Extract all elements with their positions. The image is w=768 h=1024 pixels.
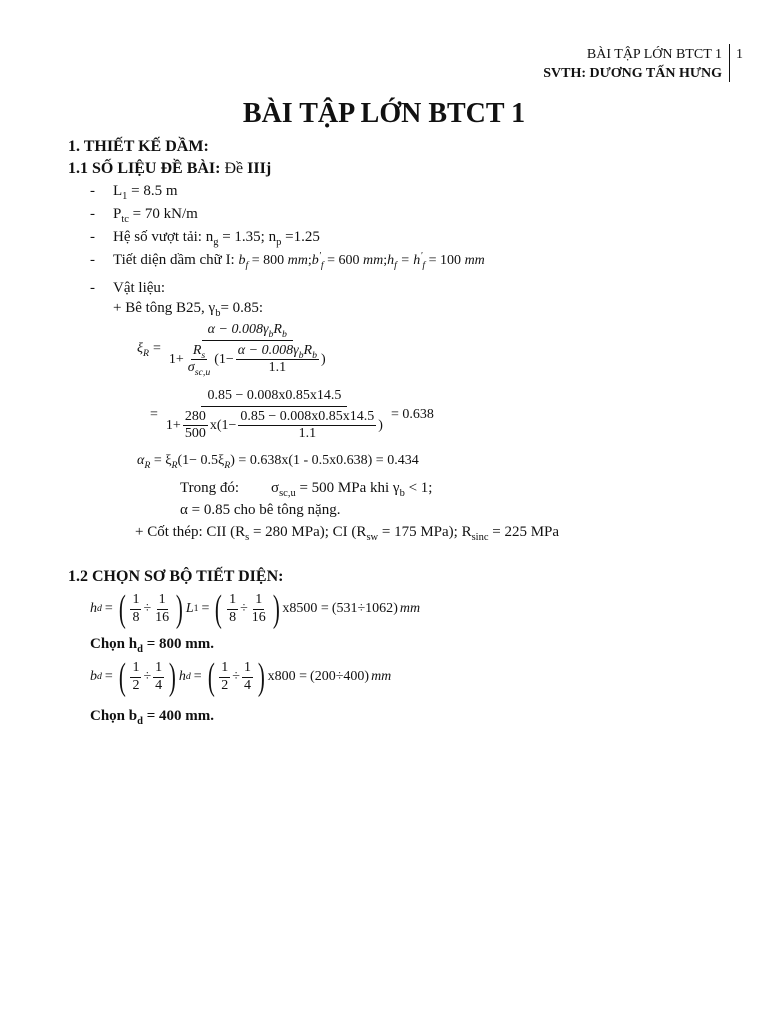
hd-formula: h d = ( $\frac{1}{8}$ ÷ $\frac{1}{16}$ ) L 1 = ( $\frac{1}{8}$ ÷ $\frac{1}{16}$ ) x8500 = ( 531÷1062 ) mm [90, 588, 421, 630]
bullet-dash: - [90, 206, 95, 222]
l1-sub: 1 [122, 191, 128, 202]
bullet-dash: - [90, 183, 95, 199]
xi-r-fraction: $\alpha - 0.008\gamma_bR_b$ 1+ $\frac{R_s}{\sigma_{sc,u}}$ (1− $\frac{\alpha - 0.008\gamma_bR_b}{1.1}$ ) [168, 322, 326, 378]
tiet-dien-formula: $b_f = 800$ $mm;b'_f = 600$ $mm;h_f = h'_f = 100$ mm [238, 250, 485, 271]
tiet-dien-text: Tiết diện dầm chữ I: [113, 252, 235, 268]
xi-r-formula: $\xi_R$ = $\alpha - 0.008\gamma_bR_b$ 1+ $\frac{R_s}{\sigma_{sc,u}}$ (1− $\frac{\alpha - 0.008\gamma_bR_b}{1.1}$ ) [137, 322, 326, 378]
xi-r-numeric: = 0.85 − 0.008x0.85x14.5 1+ $\frac{280}{500}$ x(1− $\frac{0.85 - 0.008x0.85x14.5}{1.1}$ ) = 0.638 [150, 388, 434, 442]
sigma-note: $\sigma_{sc,u} = 500$ MPa khi $\gamma_b < 1$; [271, 480, 433, 499]
header-author: SVTH: DƯƠNG TẤN HƯNG [543, 66, 722, 81]
he-so-text: Hệ số vượt tải: n [113, 229, 214, 245]
section-1-heading: 1. THIẾT KẾ DẦM: [68, 138, 209, 155]
bullet-dash: - [90, 229, 95, 245]
he-so-sub2: p [276, 237, 282, 248]
section-1-2-heading: 1.2 CHỌN SƠ BỘ TIẾT DIỆN: [68, 568, 284, 585]
section-1-1-heading [68, 160, 271, 178]
chon-hd: Chọn $h_d = 800$ mm. [90, 636, 214, 655]
chon-bd: Chọn $b_d = 400$ mm. [90, 708, 214, 727]
bullet-dash: - [90, 252, 95, 268]
be-tong-line: + Bê tông B25, $\gamma_b= 0.85$: [113, 300, 264, 319]
list-item-tiet-dien [113, 252, 485, 269]
he-so-mid: = 1.35; n [222, 229, 277, 245]
alpha-note: α = 0.85 cho bê tông nặng. [180, 502, 341, 518]
de-label: Đề [224, 160, 244, 177]
list-item-ptc [113, 206, 198, 223]
list-item-l1 [113, 183, 178, 200]
he-so-rest: =1.25 [285, 229, 320, 245]
l1-value: = 8.5 m [131, 183, 178, 199]
he-so-sub1: g [213, 237, 219, 248]
ptc-symbol: P [113, 206, 122, 222]
ptc-sub: tc [121, 214, 129, 225]
list-item-he-so [113, 229, 320, 246]
xi-r-lhs: $\xi_R$ [137, 341, 149, 359]
header-title: BÀI TẬP LỚN BTCT 1 [586, 47, 722, 62]
document-title: BÀI TẬP LỚN BTCT 1 [242, 98, 526, 129]
header-page-number: 1 [736, 47, 743, 62]
trong-do-label: Trong đó: [180, 480, 240, 496]
l1-symbol: L [113, 183, 123, 199]
section-1-1-number: 1.1 [68, 160, 88, 177]
alpha-r-formula: $\alpha_R = \xi_R(1- 0.5\xi_R) = 0.638x(1 - 0.5x0.638) = 0.434$ [137, 453, 419, 471]
cot-thep-line: + Cốt thép: CII ($R_s = 280$ MPa); CI ($R_{sw} = 175$ MPa); $R_{sinc} = 225$ MPa [135, 524, 560, 543]
header-divider [729, 44, 730, 82]
bd-formula: b d = ( $\frac{1}{2}$ ÷ $\frac{1}{4}$ ) h d = ( $\frac{1}{2}$ ÷ $\frac{1}{4}$ ) x800 = ( 200÷400 ) mm [90, 656, 392, 698]
bullet-dash: - [90, 280, 95, 296]
ptc-value: = 70 kN/m [132, 206, 198, 222]
de-value: IIIj [247, 160, 272, 177]
list-item-vat-lieu: Vật liệu: [113, 280, 166, 296]
section-1-1-title: SỐ LIỆU ĐỀ BÀI: [92, 160, 221, 177]
